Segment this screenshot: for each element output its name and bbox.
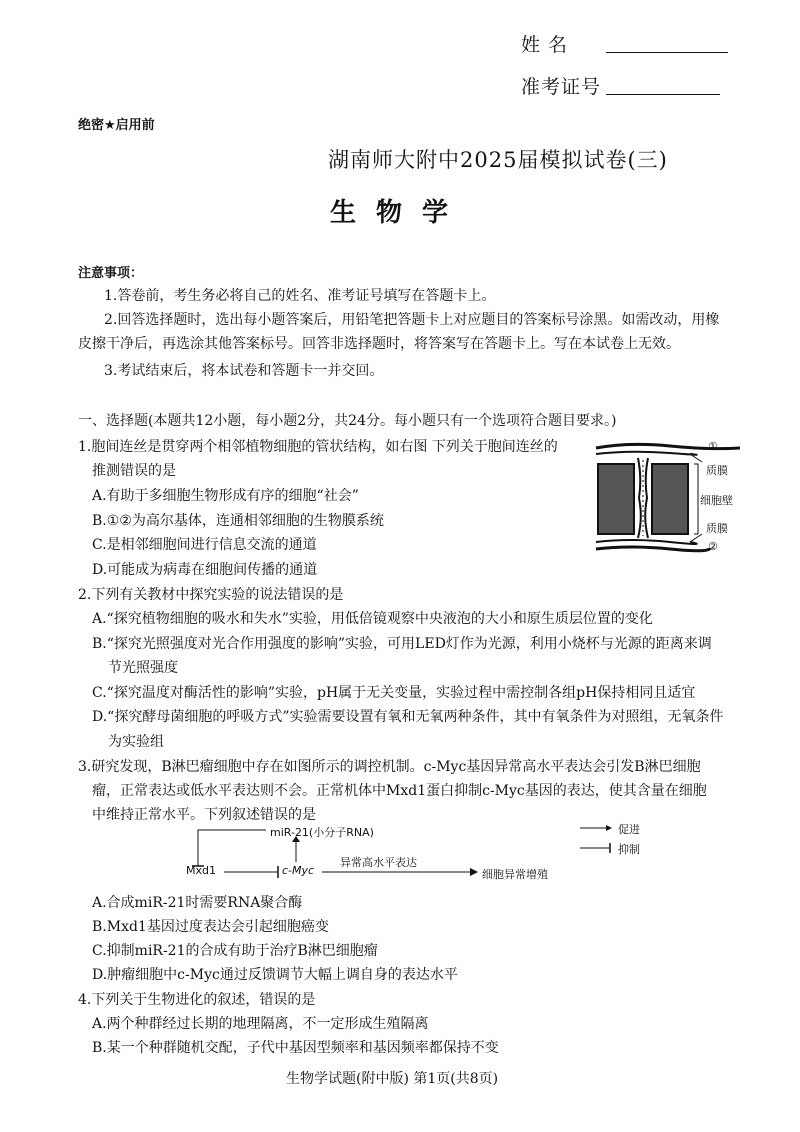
name-label: 姓 名 bbox=[521, 34, 569, 56]
label-abnormal-proliferation: 细胞异常增殖 bbox=[482, 868, 548, 881]
option-b-continued: 节光照强度 bbox=[108, 660, 178, 676]
option-d: D.“探究酵母菌细胞的呼吸方式”实验需要设置有氧和无氧两种条件，其中有氧条件为对照组，无氧条件 bbox=[92, 709, 724, 725]
option-b: B.某一个种群随机交配，子代中基因型频率和基因频率都保持不变 bbox=[92, 1040, 499, 1056]
option-d-continued: 为实验组 bbox=[108, 734, 164, 750]
option-b: B.①②为高尔基体，连通相邻细胞的生物膜系统 bbox=[92, 513, 384, 529]
label-c-myc: c-Myc bbox=[282, 864, 315, 877]
regulation-diagram bbox=[180, 822, 680, 884]
question-stem: 推测错误的是 bbox=[92, 463, 176, 479]
legend-promote: 促进 bbox=[618, 823, 640, 836]
option-c: C.是相邻细胞间进行信息交流的通道 bbox=[92, 537, 317, 553]
option-c: C.抑制miR-21的合成有助于治疗B淋巴细胞瘤 bbox=[92, 943, 378, 959]
option-a: A.两个种群经过长期的地理隔离，不一定形成生殖隔离 bbox=[92, 1016, 429, 1032]
figure-marker-2: ② bbox=[708, 540, 718, 553]
question-stem: 1.胞间连丝是贯穿两个相邻植物细胞的管状结构，如右图 下列关于胞间连丝的 bbox=[78, 439, 558, 455]
page-footer: 生物学试题(附中版) 第1页(共8页) bbox=[286, 1071, 499, 1087]
option-a: A.合成miR-21时需要RNA聚合酶 bbox=[92, 895, 303, 911]
note-item: 2.回答选择题时，选出每小题答案后，用铅笔把答题卡上对应题目的答案标号涂黑。如需改动，用橡 bbox=[104, 312, 720, 328]
note-item: 皮擦干净后，再选涂其他答案标号。回答非选择题时，将答案写在答题卡上。写在本试卷上无效。 bbox=[78, 336, 680, 352]
subject-title: 生物学 bbox=[330, 198, 469, 228]
label-abnormal-expression: 异常高水平表达 bbox=[340, 856, 417, 869]
confidential-mark: 绝密★启用前 bbox=[78, 118, 155, 133]
label-membrane-top: 质膜 bbox=[706, 464, 728, 477]
label-cell-wall: 细胞壁 bbox=[700, 494, 733, 507]
exam-id-underline bbox=[606, 94, 720, 95]
legend-inhibit: 抑制 bbox=[618, 843, 640, 856]
question-stem: 2.下列有关教材中探究实验的说法错误的是 bbox=[78, 587, 344, 603]
note-item: 3.考试结束后，将本试卷和答题卡一并交回。 bbox=[104, 363, 384, 379]
label-membrane-bottom: 质膜 bbox=[706, 522, 728, 535]
note-item: 1.答卷前，考生务必将自己的姓名、准考证号填写在答题卡上。 bbox=[104, 288, 496, 304]
label-mir21: miR-21(小分子RNA) bbox=[270, 826, 374, 839]
option-a: A.有助于多细胞生物形成有序的细胞“社会” bbox=[92, 488, 359, 504]
section-heading: 一、选择题(本题共12小题，每小题2分，共24分。每小题只有一个选项符合题目要求。) bbox=[78, 413, 617, 429]
question-stem: 中维持正常水平。下列叙述错误的是 bbox=[92, 807, 316, 823]
option-d: D.肿瘤细胞中c-Myc通过反馈调节大幅上调自身的表达水平 bbox=[92, 967, 458, 983]
question-stem: 3.研究发现，B淋巴瘤细胞中存在如图所示的调控机制。c-Myc基因异常高水平表达会引发B淋巴细胞 bbox=[78, 759, 701, 775]
option-c: C.“探究温度对酶活性的影响”实验，pH属于无关变量，实验过程中需控制各组pH保持相同且适宜 bbox=[92, 685, 696, 701]
notes-heading: 注意事项： bbox=[78, 266, 144, 281]
option-b: B.“探究光照强度对光合作用强度的影响”实验，可用LED灯作为光源，利用小烧杯与光源的距离来调 bbox=[92, 636, 712, 652]
exam-id-label: 准考证号 bbox=[521, 76, 602, 98]
question-stem: 4.下列关于生物进化的叙述，错误的是 bbox=[78, 992, 316, 1008]
label-mxd1: Mxd1 bbox=[186, 864, 216, 877]
option-d: D.可能成为病毒在细胞间传播的通道 bbox=[92, 562, 318, 578]
option-b: B.Mxd1基因过度表达会引起细胞癌变 bbox=[92, 919, 329, 935]
figure-marker-1: ① bbox=[708, 440, 718, 453]
exam-title: 湖南师大附中2025届模拟试卷(三) bbox=[328, 148, 668, 172]
question-stem: 瘤，正常表达或低水平表达则不会。正常机体中Mxd1蛋白抑制c-Myc基因的表达，使其含量在细胞 bbox=[92, 783, 707, 799]
option-a: A.“探究植物细胞的吸水和失水”实验，用低倍镜观察中央液泡的大小和原生质层位置的变化 bbox=[92, 611, 653, 627]
name-underline bbox=[606, 52, 728, 53]
